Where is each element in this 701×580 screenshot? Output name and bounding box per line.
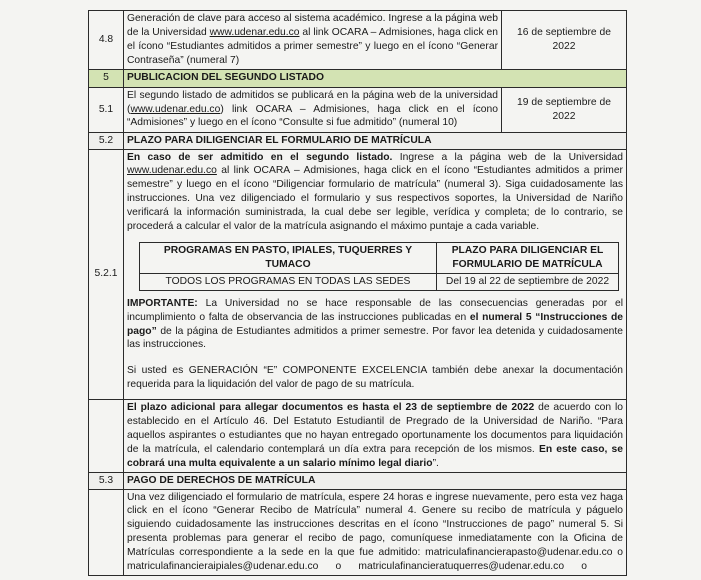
deadline-table-header	[140, 242, 619, 273]
row-description: Generación de clave para acceso al sistema académico. Ingrese a la página web de la Universidad www.udenar.edu.co al link OCARA – Admisiones, haga click en el ícono “Estudiantes admitidos a primer semestre” y luego en el ícono “Generar Contraseña” (numeral 7)	[124, 11, 502, 70]
schedule-table	[88, 10, 627, 576]
email-link[interactable]: matriculafinancieraipiales@udenar.edu.co	[127, 561, 319, 573]
table-row	[89, 149, 627, 400]
row-description: El segundo listado de admitidos se publicará en la página web de la universidad (www.udenar.edu.co) link OCARA – Admisiones, haga click en el ícono “Admisiones” y luego en el ícono “Consulte si fue admitido” (numeral 10)	[124, 87, 502, 132]
paragraph: IMPORTANTE: La Universidad no se hace responsable de las consecuencias generadas por el incumplimiento o falta de observancia de las instrucciones publicadas en el numeral 5 “Instrucciones de pago” de la página de Estudiantes admitidos a primer semestre. Por favor lea detenida y cuidadosamente las instrucciones.	[127, 297, 623, 351]
section-header-row	[89, 472, 627, 489]
university-link[interactable]: www.udenar.edu.co	[127, 165, 217, 177]
programs-header: PROGRAMAS EN PASTO, IPIALES, TUQUERRES Y TUMACO	[140, 242, 437, 273]
table-row	[89, 400, 627, 473]
university-link[interactable]: www.udenar.edu.co	[130, 103, 221, 115]
row-date: 19 de septiembre de 2022	[502, 87, 627, 132]
section-title: PAGO DE DERECHOS DE MATRÍCULA	[124, 472, 627, 489]
table-row	[89, 11, 627, 70]
row-number: 5.2	[89, 132, 124, 149]
row-number: 5.1	[89, 87, 124, 132]
deadline-cell: Del 19 al 22 de septiembre de 2022	[436, 273, 618, 290]
email-link[interactable]: matriculafinancieratuquerres@udenar.edu.co	[358, 561, 565, 573]
paragraph: Si usted es GENERACIÓN “E” COMPONENTE EXCELENCIA también debe anexar la documentación requerida para la liquidación del valor de pago de su matrícula.	[127, 365, 623, 391]
paragraph: En caso de ser admitido en el segundo listado. Ingrese a la página web de la Universidad www.udenar.edu.co al link OCARA – Admisiones, haga click en el ícono “Estudiantes admitidos a primer semestre” y luego en el ícono “Diligenciar formulario de matrícula” (numeral 3). Siga cuidadosamente las instrucciones. Una vez diligenciado el formulario y sus respectivos soportes, la Universidad de Nariño verificará la información suministrada, la cual debe ser legible, verídica y completa; de lo contrario, se procederá a calcular el valor de la matrícula asignando el máximo puntaje a cada variable.	[127, 151, 623, 233]
programs-cell: TODOS LOS PROGRAMAS EN TODAS LAS SEDES	[140, 273, 437, 290]
row-number: 5.3	[89, 472, 124, 489]
deadline-header: PLAZO PARA DILIGENCIAR EL FORMULARIO DE MATRÍCULA	[436, 242, 618, 273]
row-description: El plazo adicional para allegar documentos es hasta el 23 de septiembre de 2022 de acuerdo con lo establecido en el Artículo 46. Del Estatuto Estudiantil de Pregrado de la Universidad de Nariño. “Para aquellos aspirantes o estudiantes que no hayan entregado oportunamente los documentos para liquidación de la matrícula, el calendario contemplará un día extra para recepción de los mismos. En este caso, se cobrará una multa equivalente a un salario mínimo legal diario”.	[124, 400, 627, 473]
table-row	[89, 489, 627, 575]
section-header-row	[89, 69, 627, 87]
university-link[interactable]: www.udenar.edu.co	[209, 26, 300, 38]
deadline-table-row	[140, 273, 619, 290]
row-description	[124, 149, 627, 400]
row-number: 5.2.1	[89, 149, 124, 400]
row-number: 5	[89, 69, 124, 87]
email-link[interactable]: matriculafinancierapasto@udenar.edu.co	[425, 547, 613, 559]
row-date: 16 de septiembre de 2022	[502, 11, 627, 70]
section-title: PUBLICACION DEL SEGUNDO LISTADO	[124, 69, 627, 87]
row-description: Una vez diligenciado el formulario de matrícula, espere 24 horas e ingrese nuevamente, pero esta vez haga click en el ícono “Generar Recibo de Matrícula” numeral 4. Genere su recibo de matrícula y páguelo siguiendo cuidadosamente las instrucciones descritas en el ícono “Instrucciones de pago” numeral 5. Si presenta problemas para generar el recibo de pago, comuníquese inmediatamente con la Oficina de Matrículas correspondiente a la sede en la que fue admitido: matriculafinancierapasto@udenar.edu.co o matriculafinancieraipiales@udenar.edu.co o matriculafinancieratuquerres@udenar.edu.co o	[124, 489, 627, 575]
section-title: PLAZO PARA DILIGENCIAR EL FORMULARIO DE MATRÍCULA	[124, 132, 627, 149]
deadline-table	[139, 242, 619, 291]
table-row	[89, 87, 627, 132]
row-number: 4.8	[89, 11, 124, 70]
section-header-row	[89, 132, 627, 149]
